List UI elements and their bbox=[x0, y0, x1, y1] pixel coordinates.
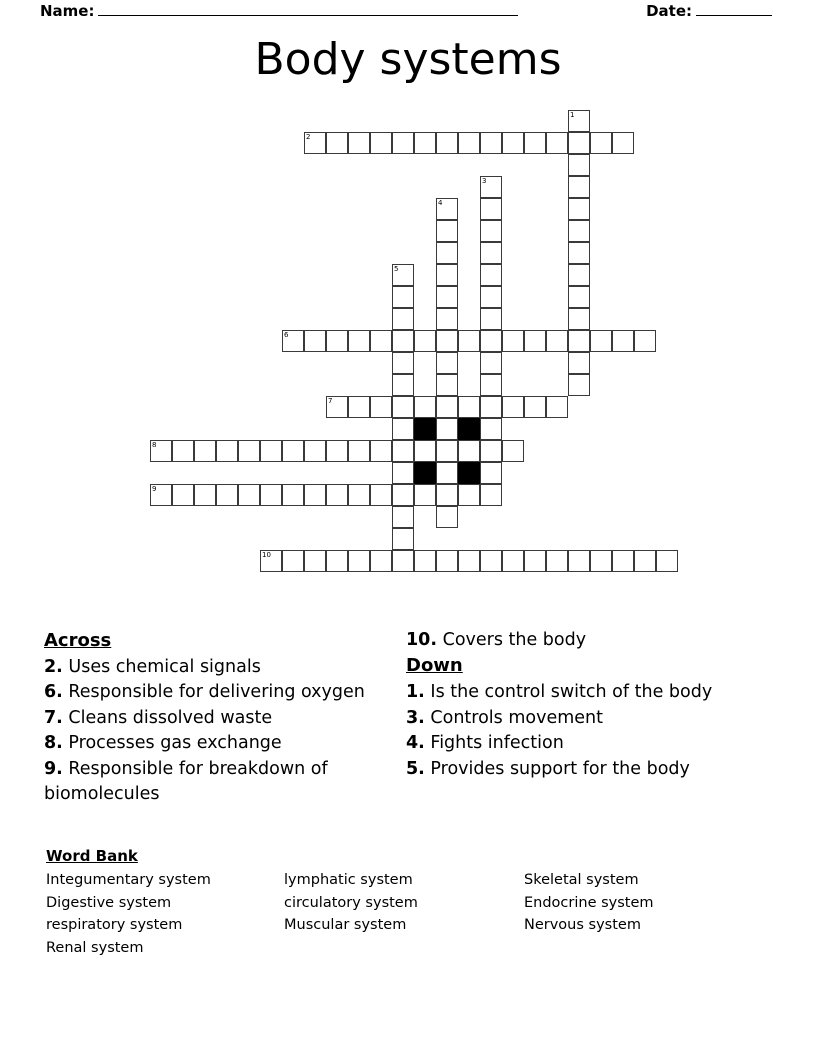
grid-cell[interactable] bbox=[458, 330, 480, 352]
grid-cell[interactable] bbox=[634, 330, 656, 352]
grid-cell[interactable] bbox=[150, 440, 172, 462]
grid-cell[interactable] bbox=[414, 484, 436, 506]
clue-text-2: Uses chemical signals bbox=[68, 657, 261, 678]
grid-cell[interactable] bbox=[348, 550, 370, 572]
grid-cell[interactable] bbox=[436, 418, 458, 440]
grid-cell[interactable] bbox=[304, 330, 326, 352]
grid-cell[interactable] bbox=[260, 484, 282, 506]
grid-cell[interactable] bbox=[392, 286, 414, 308]
grid-cell[interactable] bbox=[480, 440, 502, 462]
grid-cell[interactable] bbox=[238, 484, 260, 506]
clue-across-10 bbox=[406, 628, 751, 653]
grid-cell[interactable] bbox=[480, 396, 502, 418]
grid-cell[interactable] bbox=[326, 550, 348, 572]
clue-num-d1: 1. bbox=[406, 682, 425, 703]
grid-cell[interactable] bbox=[392, 132, 414, 154]
date-label: Date: bbox=[646, 2, 692, 20]
word-bank-item: respiratory system bbox=[46, 917, 183, 934]
grid-cell[interactable] bbox=[326, 396, 348, 418]
grid-cell[interactable] bbox=[502, 330, 524, 352]
grid-cell[interactable] bbox=[480, 220, 502, 242]
grid-cell[interactable] bbox=[546, 330, 568, 352]
clue-down-3 bbox=[406, 706, 751, 731]
grid-cell[interactable] bbox=[568, 154, 590, 176]
grid-cell[interactable] bbox=[568, 352, 590, 374]
grid-cell[interactable] bbox=[480, 132, 502, 154]
clue-num-8: 8. bbox=[44, 733, 63, 754]
clue-down-4 bbox=[406, 731, 751, 756]
word-bank-item: Nervous system bbox=[524, 917, 641, 934]
grid-cell[interactable] bbox=[590, 132, 612, 154]
grid-cell[interactable] bbox=[458, 396, 480, 418]
clue-text-6: Responsible for delivering oxygen bbox=[68, 682, 365, 703]
grid-cell[interactable] bbox=[502, 550, 524, 572]
word-bank-section bbox=[46, 845, 776, 959]
clue-across-6 bbox=[44, 680, 389, 705]
grid-block-cell bbox=[414, 462, 436, 484]
grid-cell[interactable] bbox=[282, 550, 304, 572]
grid-cell[interactable] bbox=[194, 484, 216, 506]
clue-across-2 bbox=[44, 655, 389, 680]
grid-cell[interactable] bbox=[612, 132, 634, 154]
grid-cell[interactable] bbox=[524, 330, 546, 352]
grid-cell[interactable] bbox=[480, 550, 502, 572]
grid-cell[interactable] bbox=[392, 352, 414, 374]
grid-cell[interactable] bbox=[260, 550, 282, 572]
word-bank-item: Muscular system bbox=[284, 917, 407, 934]
word-bank-item: Integumentary system bbox=[46, 872, 211, 889]
grid-cell[interactable] bbox=[480, 264, 502, 286]
grid-cell[interactable] bbox=[392, 440, 414, 462]
word-bank-item: Digestive system bbox=[46, 894, 172, 911]
grid-cell[interactable] bbox=[568, 374, 590, 396]
grid-cell[interactable] bbox=[392, 528, 414, 550]
grid-cell[interactable] bbox=[370, 330, 392, 352]
grid-cell[interactable] bbox=[502, 396, 524, 418]
grid-cell[interactable] bbox=[392, 484, 414, 506]
grid-block-cell bbox=[414, 418, 436, 440]
grid-cell[interactable] bbox=[546, 132, 568, 154]
grid-cell[interactable] bbox=[480, 374, 502, 396]
grid-cell[interactable] bbox=[568, 330, 590, 352]
grid-cell[interactable] bbox=[370, 484, 392, 506]
grid-cell[interactable] bbox=[612, 330, 634, 352]
grid-cell-number: 3 bbox=[482, 177, 487, 185]
grid-cell[interactable] bbox=[414, 440, 436, 462]
date-blank-line[interactable] bbox=[696, 2, 772, 16]
grid-cell[interactable] bbox=[436, 242, 458, 264]
grid-cell[interactable] bbox=[436, 352, 458, 374]
clue-num-d5: 5. bbox=[406, 758, 425, 779]
clue-text-8: Processes gas exchange bbox=[68, 733, 282, 754]
grid-cell[interactable] bbox=[414, 550, 436, 572]
grid-cell[interactable] bbox=[216, 440, 238, 462]
clue-num-10: 10. bbox=[406, 630, 438, 650]
grid-block-cell bbox=[458, 418, 480, 440]
across-heading: Across bbox=[44, 630, 112, 651]
grid-cell[interactable] bbox=[568, 264, 590, 286]
grid-cell[interactable] bbox=[612, 550, 634, 572]
grid-block-cell bbox=[458, 462, 480, 484]
grid-cell[interactable] bbox=[392, 308, 414, 330]
clue-num-2: 2. bbox=[44, 657, 63, 678]
grid-cell[interactable] bbox=[480, 418, 502, 440]
grid-cell[interactable] bbox=[194, 440, 216, 462]
grid-cell[interactable] bbox=[524, 550, 546, 572]
grid-cell[interactable] bbox=[392, 550, 414, 572]
name-label: Name: bbox=[40, 2, 95, 20]
clue-across-9 bbox=[44, 757, 389, 808]
grid-cell[interactable] bbox=[282, 440, 304, 462]
grid-cell[interactable] bbox=[348, 440, 370, 462]
grid-cell[interactable] bbox=[348, 330, 370, 352]
grid-cell[interactable] bbox=[436, 330, 458, 352]
clue-text-d3: Controls movement bbox=[430, 707, 603, 728]
word-bank-item: lymphatic system bbox=[284, 872, 413, 889]
grid-cell[interactable] bbox=[458, 132, 480, 154]
grid-cell[interactable] bbox=[436, 484, 458, 506]
clue-across-8 bbox=[44, 731, 389, 756]
grid-cell[interactable] bbox=[282, 330, 304, 352]
grid-cell[interactable] bbox=[436, 286, 458, 308]
grid-cell[interactable] bbox=[260, 440, 282, 462]
grid-cell[interactable] bbox=[348, 396, 370, 418]
grid-cell[interactable] bbox=[436, 264, 458, 286]
grid-cell[interactable] bbox=[304, 550, 326, 572]
clue-num-7: 7. bbox=[44, 707, 63, 728]
grid-cell[interactable] bbox=[590, 330, 612, 352]
grid-cell[interactable] bbox=[568, 550, 590, 572]
grid-cell[interactable] bbox=[370, 440, 392, 462]
grid-cell-number: 5 bbox=[394, 265, 399, 273]
grid-cell[interactable] bbox=[326, 132, 348, 154]
grid-cell[interactable] bbox=[656, 550, 678, 572]
grid-cell[interactable] bbox=[480, 330, 502, 352]
down-heading: Down bbox=[406, 655, 463, 677]
grid-cell[interactable] bbox=[568, 110, 590, 132]
grid-cell[interactable] bbox=[568, 176, 590, 198]
grid-cell[interactable] bbox=[480, 242, 502, 264]
clue-text-10: Covers the body bbox=[442, 630, 587, 650]
grid-cell[interactable] bbox=[392, 330, 414, 352]
grid-cell[interactable] bbox=[370, 550, 392, 572]
grid-cell[interactable] bbox=[326, 440, 348, 462]
grid-cell[interactable] bbox=[370, 396, 392, 418]
grid-cell-number: 4 bbox=[438, 199, 443, 207]
clues-column-left bbox=[44, 628, 389, 807]
grid-cell[interactable] bbox=[524, 396, 546, 418]
grid-cell[interactable] bbox=[282, 484, 304, 506]
grid-cell[interactable] bbox=[480, 176, 502, 198]
word-bank-item: circulatory system bbox=[284, 894, 418, 911]
grid-cell[interactable] bbox=[392, 418, 414, 440]
name-date-row bbox=[40, 2, 776, 20]
clue-down-1 bbox=[406, 680, 751, 705]
grid-cell[interactable] bbox=[480, 308, 502, 330]
grid-cell[interactable] bbox=[436, 220, 458, 242]
crossword-grid[interactable] bbox=[150, 110, 690, 570]
clues-column-right bbox=[406, 628, 751, 782]
grid-cell[interactable] bbox=[458, 440, 480, 462]
grid-cell[interactable] bbox=[436, 440, 458, 462]
grid-cell[interactable] bbox=[348, 132, 370, 154]
grid-cell[interactable] bbox=[546, 550, 568, 572]
grid-cell[interactable] bbox=[546, 396, 568, 418]
grid-cell[interactable] bbox=[150, 484, 172, 506]
grid-cell[interactable] bbox=[480, 286, 502, 308]
grid-cell[interactable] bbox=[392, 264, 414, 286]
grid-cell[interactable] bbox=[568, 198, 590, 220]
grid-cell[interactable] bbox=[480, 198, 502, 220]
grid-cell[interactable] bbox=[568, 286, 590, 308]
clue-text-d4: Fights infection bbox=[430, 733, 564, 754]
clue-num-d3: 3. bbox=[406, 707, 425, 728]
grid-cell[interactable] bbox=[590, 550, 612, 572]
clue-text-d1: Is the control switch of the body bbox=[430, 682, 713, 703]
grid-cell[interactable] bbox=[436, 132, 458, 154]
grid-cell[interactable] bbox=[436, 550, 458, 572]
grid-cell[interactable] bbox=[238, 440, 260, 462]
clue-text-d5: Provides support for the body bbox=[430, 758, 690, 779]
grid-cell[interactable] bbox=[502, 132, 524, 154]
grid-cell[interactable] bbox=[568, 242, 590, 264]
grid-cell[interactable] bbox=[304, 440, 326, 462]
clue-num-d4: 4. bbox=[406, 733, 425, 754]
name-blank-line[interactable] bbox=[98, 2, 518, 16]
grid-cell[interactable] bbox=[436, 396, 458, 418]
word-bank-item: Skeletal system bbox=[524, 872, 639, 889]
word-bank-item: Endocrine system bbox=[524, 894, 654, 911]
grid-cell-number: 6 bbox=[284, 331, 289, 339]
grid-cell[interactable] bbox=[172, 484, 194, 506]
grid-cell[interactable] bbox=[568, 132, 590, 154]
grid-cell[interactable] bbox=[392, 462, 414, 484]
grid-cell-number: 2 bbox=[306, 133, 311, 141]
grid-cell[interactable] bbox=[436, 198, 458, 220]
word-bank-item: Renal system bbox=[46, 939, 144, 956]
grid-cell[interactable] bbox=[304, 132, 326, 154]
clue-num-9: 9. bbox=[44, 758, 63, 779]
word-bank-heading: Word Bank bbox=[46, 847, 138, 865]
page-title: Body systems bbox=[254, 34, 562, 85]
grid-cell[interactable] bbox=[216, 484, 238, 506]
grid-cell[interactable] bbox=[436, 374, 458, 396]
grid-cell[interactable] bbox=[370, 132, 392, 154]
grid-cell[interactable] bbox=[392, 506, 414, 528]
clue-across-7 bbox=[44, 706, 389, 731]
grid-cell[interactable] bbox=[634, 550, 656, 572]
clue-text-9: Responsible for breakdown of biomolecules bbox=[44, 758, 328, 804]
grid-cell[interactable] bbox=[568, 308, 590, 330]
grid-cell-number: 8 bbox=[152, 441, 157, 449]
clue-num-6: 6. bbox=[44, 682, 63, 703]
grid-cell[interactable] bbox=[304, 484, 326, 506]
grid-cell[interactable] bbox=[568, 220, 590, 242]
grid-cell[interactable] bbox=[502, 440, 524, 462]
grid-cell[interactable] bbox=[458, 550, 480, 572]
grid-cell-number: 9 bbox=[152, 485, 157, 493]
grid-cell[interactable] bbox=[392, 396, 414, 418]
grid-cell-number: 10 bbox=[262, 551, 271, 559]
grid-cell[interactable] bbox=[392, 374, 414, 396]
grid-cell-number: 1 bbox=[570, 111, 575, 119]
grid-cell[interactable] bbox=[172, 440, 194, 462]
grid-cell[interactable] bbox=[414, 330, 436, 352]
grid-cell[interactable] bbox=[326, 484, 348, 506]
grid-cell[interactable] bbox=[348, 484, 370, 506]
word-bank-grid bbox=[46, 869, 776, 959]
grid-cell[interactable] bbox=[414, 396, 436, 418]
grid-cell-number: 7 bbox=[328, 397, 333, 405]
grid-cell[interactable] bbox=[524, 132, 546, 154]
grid-cell[interactable] bbox=[436, 506, 458, 528]
grid-cell[interactable] bbox=[326, 330, 348, 352]
grid-cell[interactable] bbox=[436, 462, 458, 484]
grid-cell[interactable] bbox=[480, 484, 502, 506]
grid-cell[interactable] bbox=[458, 484, 480, 506]
clue-text-7: Cleans dissolved waste bbox=[68, 707, 273, 728]
grid-cell[interactable] bbox=[480, 462, 502, 484]
grid-cell[interactable] bbox=[480, 352, 502, 374]
clue-down-5 bbox=[406, 757, 751, 782]
grid-cell[interactable] bbox=[414, 132, 436, 154]
grid-cell[interactable] bbox=[436, 308, 458, 330]
